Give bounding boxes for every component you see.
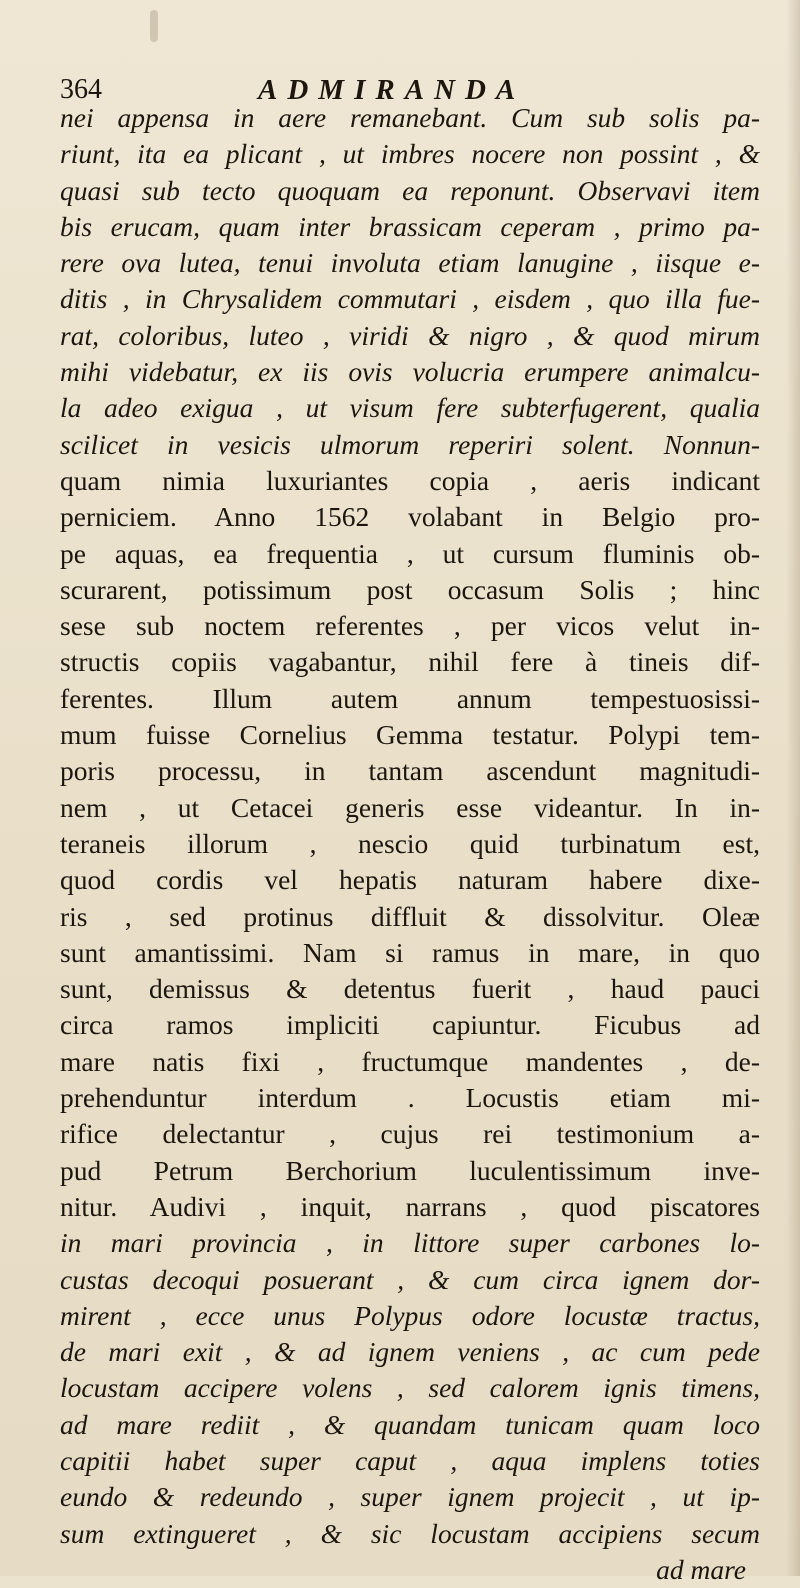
text-line: mum fuisse Cornelius Gemma testatur. Polypi tem- <box>60 719 760 751</box>
text-line: mirent , ecce unus Polypus odore locustæ tractus, <box>60 1299 760 1331</box>
text-line: pe aquas, ea frequentia , ut cursum fluminis ob- <box>60 537 760 569</box>
text-line: ad mare rediit , & quandam tunicam quam loco <box>60 1408 760 1440</box>
text-line: in mari provincia , in littore super carbones lo- <box>60 1227 760 1259</box>
text-line: ris , sed protinus diffluit & dissolvitur. Oleæ <box>60 900 760 932</box>
text-line: sunt, demissus & detentus fuerit , haud pauci <box>60 973 760 1005</box>
text-line: locustam accipere volens , sed calorem ignis timens, <box>60 1372 760 1404</box>
text-line: bis erucam, quam inter brassicam ceperam , primo pa- <box>60 210 760 242</box>
text-line: ad mare <box>656 1553 746 1585</box>
page-number: 364 <box>60 74 102 105</box>
text-line: poris processu, in tantam ascendunt magnitudi- <box>60 755 760 787</box>
text-body <box>60 100 760 1588</box>
text-line: sunt amantissimi. Nam si ramus in mare, in quo <box>60 936 760 968</box>
running-title: ADMIRANDA <box>258 74 526 106</box>
text-line: la adeo exigua , ut visum fere subterfugerent, qualia <box>60 392 760 424</box>
text-line: circa ramos impliciti capiuntur. Ficubus ad <box>60 1009 760 1041</box>
text-line: eundo & redeundo , super ignem projecit , ut ip- <box>60 1481 760 1513</box>
text-line: mare natis fixi , fructumque mandentes , de- <box>60 1045 760 1077</box>
text-line: mihi videbatur, ex iis ovis volucria erumpere animalcu- <box>60 356 760 388</box>
text-line: structis copiis vagabantur, nihil fere à tineis dif- <box>60 646 760 678</box>
text-line: perniciem. Anno 1562 volabant in Belgio pro- <box>60 501 760 533</box>
text-line: riunt, ita ea plicant , ut imbres nocere non possint , & <box>60 138 760 170</box>
ink-stain <box>150 10 158 42</box>
text-line: scurarent, potissimum post occasum Solis ; hinc <box>60 573 760 605</box>
text-line: sum extingueret , & sic locustam accipiens secum <box>60 1517 760 1549</box>
text-line: prehenduntur interdum . Locustis etiam mi- <box>60 1082 760 1114</box>
text-line: teraneis illorum , nescio quid turbinatum est, <box>60 827 760 859</box>
text-line: rifice delectantur , cujus rei testimonium a- <box>60 1118 760 1150</box>
text-line: nei appensa in aere remanebant. Cum sub solis pa- <box>60 102 760 133</box>
page-gutter-shadow <box>786 0 800 1576</box>
text-line: rat, coloribus, luteo , viridi & nigro , & quod mirum <box>60 319 760 351</box>
text-line: scilicet in vesicis ulmorum reperiri solent. Nonnun- <box>60 428 760 460</box>
text-line: sese sub noctem referentes , per vicos velut in- <box>60 610 760 642</box>
text-line: nitur. Audivi , inquit, narrans , quod piscatores <box>60 1190 760 1222</box>
text-line: custas decoqui posuerant , & cum circa ignem dor- <box>60 1263 760 1295</box>
text-line: ditis , in Chrysalidem commutari , eisdem , quo illa fue- <box>60 283 760 315</box>
text-line: pud Petrum Berchorium luculentissimum inve- <box>60 1154 760 1186</box>
text-line: ferentes. Illum autem annum tempestuosissi- <box>60 682 760 714</box>
text-line: nem , ut Cetacei generis esse videantur. In in- <box>60 791 760 823</box>
text-line: de mari exit , & ad ignem veniens , ac cum pede <box>60 1336 760 1368</box>
text-line: rere ova lutea, tenui involuta etiam lanugine , iisque e- <box>60 247 760 279</box>
text-line: capitii habet super caput , aqua implens toties <box>60 1444 760 1476</box>
text-line: quod cordis vel hepatis naturam habere dixe- <box>60 864 760 896</box>
text-line: quasi sub tecto quoquam ea reponunt. Observavi item <box>60 174 760 206</box>
text-line: quam nimia luxuriantes copia , aeris indicant <box>60 464 760 496</box>
